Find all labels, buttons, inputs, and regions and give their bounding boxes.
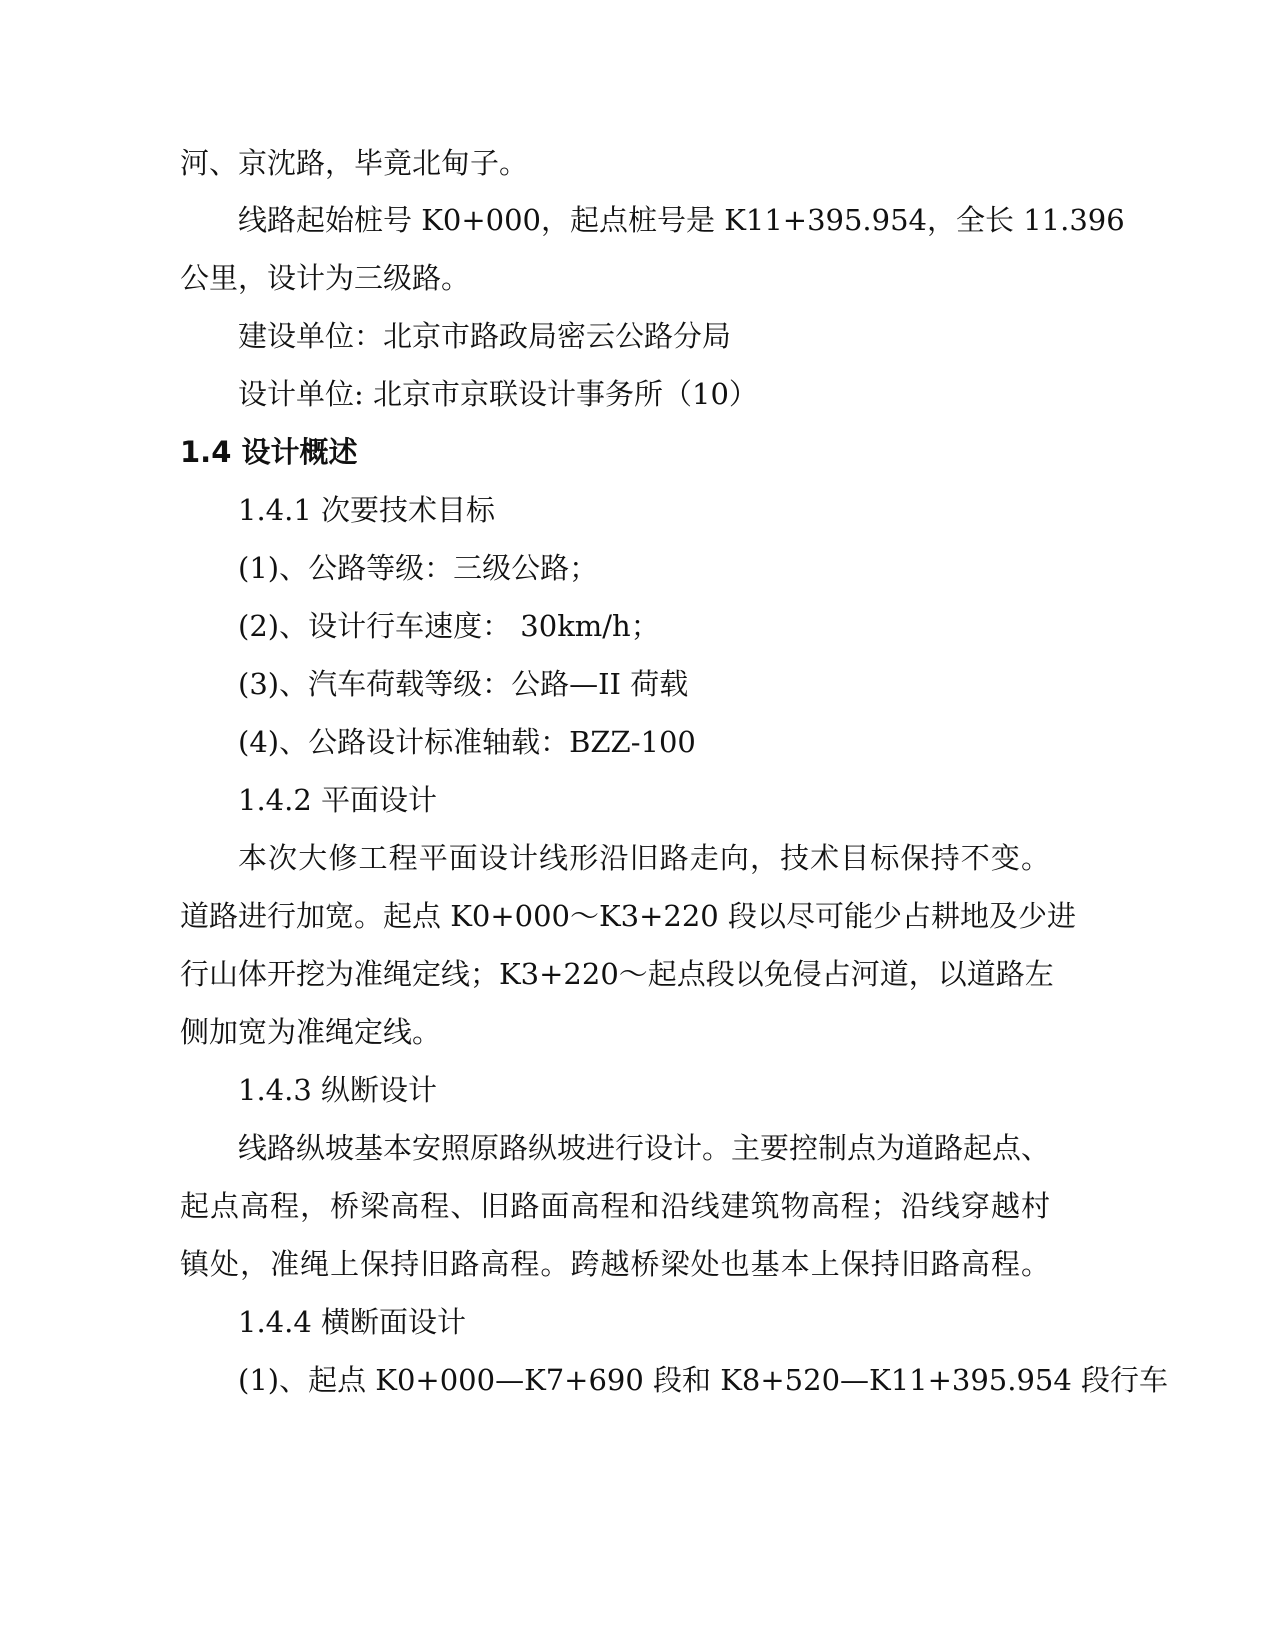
subsection-heading: 1.4.1 次要技术目标 — [238, 493, 496, 527]
subsection-heading: 1.4.2 平面设计 — [238, 783, 438, 817]
paragraph-line: 线路起始桩号 K0+000，起点桩号是 K11+395.954，全长 11.396 — [238, 203, 1125, 237]
section-heading: 1.4 设计概述 — [180, 435, 358, 469]
list-item: (4)、公路设计标准轴载：BZZ-100 — [238, 725, 696, 759]
paragraph-line: 河、京沈路，毕竟北甸子。 — [180, 146, 529, 180]
paragraph-line: 本次大修工程平面设计线形沿旧路走向，技术目标保持不变。 — [238, 841, 1050, 875]
list-item: (2)、设计行车速度： 30km/h； — [238, 609, 660, 643]
list-item: (1)、起点 K0+000—K7+690 段和 K8+520—K11+395.954 段行车 — [238, 1363, 1169, 1397]
paragraph-line: 起点高程，桥梁高程、旧路面高程和沿线建筑物高程；沿线穿越村 — [180, 1189, 1050, 1223]
paragraph-line: 线路纵坡基本安照原路纵坡进行设计。主要控制点为道路起点、 — [238, 1131, 1051, 1165]
list-item: (3)、汽车荷载等级：公路—II 荷载 — [238, 667, 689, 701]
list-item: (1)、公路等级：三级公路； — [238, 551, 599, 585]
subsection-heading: 1.4.3 纵断设计 — [238, 1073, 438, 1107]
design-unit-line: 设计单位: 北京市京联设计事务所（10） — [238, 377, 758, 411]
paragraph-line: 侧加宽为准绳定线。 — [180, 1015, 442, 1049]
subsection-heading: 1.4.4 横断面设计 — [238, 1305, 467, 1339]
paragraph-line: 公里，设计为三级路。 — [180, 261, 471, 295]
paragraph-line: 行山体开挖为准绳定线；K3+220～起点段以免侵占河道，以道路左 — [180, 957, 1054, 991]
paragraph-line: 道路进行加宽。起点 K0+000～K3+220 段以尽可能少占耕地及少进 — [180, 899, 1076, 933]
construction-unit-line: 建设单位：北京市路政局密云公路分局 — [238, 319, 732, 353]
paragraph-line: 镇处，准绳上保持旧路高程。跨越桥梁处也基本上保持旧路高程。 — [180, 1247, 1050, 1281]
